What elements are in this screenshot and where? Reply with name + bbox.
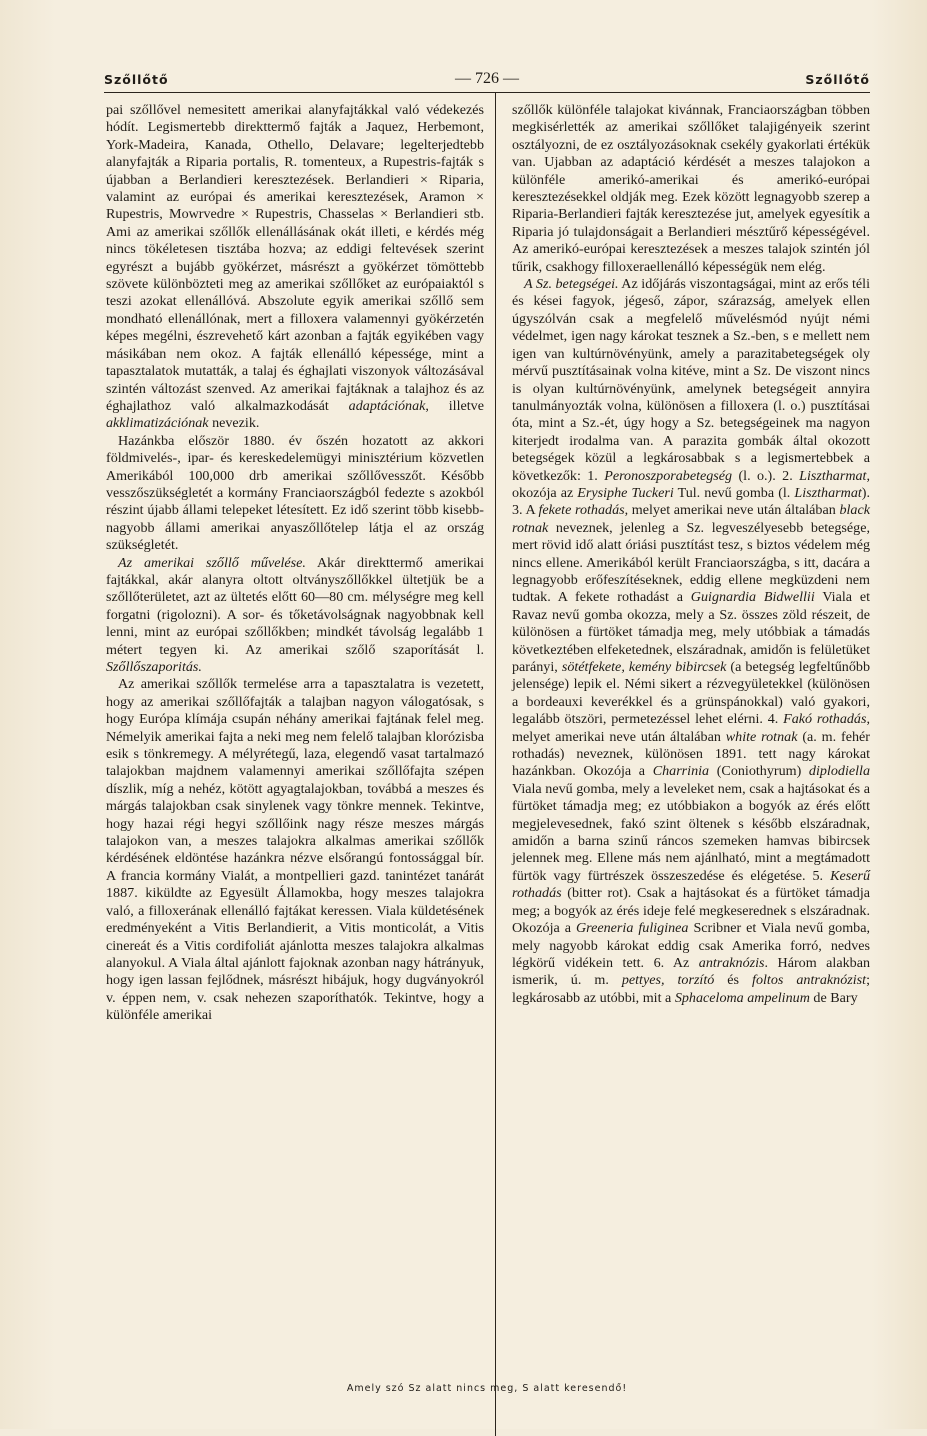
footer-note: Amely szó Sz alatt nincs meg, S alatt keresendő! [346, 1383, 628, 1394]
text-run: , melyet amerikai neve után általában [512, 711, 870, 745]
text-run: pai szőllővel nemesitett amerikai alanyfajtákkal való védekezés hódít. Legismertebb direkttermő fajták a Jaquez, Herbemont, York-Madeira, Kanada, Othello, Delavare; legelterjedtebb alanyfajták a Riparia portalis, R. tomenteux, a Rupestris-fajták s újabban a Berlandieri keresztezések. Berlandieri × Riparia, valamint az európai és amerikai keresztezések, Aramon × Rupestris, Mowrvedre × Rupestris, Chasselas × Berlandieri stb. Ami az amerikai szőllők ellenállásának okát illeti, e kérdés még nincs tökéletesen tisztába hozva; az eddigi feltevések szerint egyrészt a bujább gyökérzet, másrészt a gyökérzet tömöttebb szövete különbözteti meg az amerikai szőllőket az európaiaktól s teszi azokat ellenállóvá. Abszolute egyik amerikai szőllő sem mondható ellenállónak, mert a filloxera valamennyi gyökérzetén képes megélni, észrevehető kárt azonban a fajták egyikében vagy másikában nem okoz. A fajták ellenálló képessége, mint a tapasztalatok mutatták, a talaj és éghajlati viszonyok változásával szintén változást szenved. Az amerikai fajtáknak a talajhoz és az éghajlathoz való alkalmazkodását [106, 102, 484, 414]
italic-term: fekete rothadás [538, 502, 625, 519]
paragraph [512, 276, 870, 1007]
text-run: Az amerikai szőllők termelése arra a tapasztalatra is vezetett, hogy az amerikai szőllőfajták a talajban nagyon válogatósak, s hogy Európa klímája csupán néhány amerikai fajtának felel meg. Némelyik amerikai fajta a neki meg nem felelő talajban klorózisba esik s tönkremegy. A mélyrétegű, laza, elegendő vasat tartalmazó talajokban majdnem valamennyi amerikai szőllőfajta szépen díszlik, míg a nehéz, kötött agyagtalajokban, továbbá a meszes és márgás talajokban csak sinylenek vagy tönkre mennek. Tekintve, hogy hazai régi hegyi szőllőink nagy része meszes márgás talajokon van, a meszes talajokra alkalmas amerikai szőllők kérdésének eldöntése hazánkra nézve elsőrangú fontossággal bír. A francia kormány Vialát, a montpellieri gazd. tanintézet tanárát 1887. kiküldte az Egyesült Államokba, hogy meszes talajokra való, a filloxerának ellenálló fajtákat keressen. Viala küldetésének eredményeként a Vitis Berlandierit, a Vitis monticolát, a Vitis cinereát és a Vitis cordifoliát ajánlotta meszes talajokra alkalmas alanyokul. A Viala által ajánlott fajoknak azonban nagy hátrányuk, hogy igen lassan fejlődnek, másrészt hibájuk, hogy dugványokról v. éppen nem, v. csak nehezen szaporíthatók. Tekintve, hogy a különféle amerikai [106, 676, 484, 1024]
text-run: (l. o.). 2. [732, 467, 800, 484]
italic-term: Sphaceloma ampelinum [674, 989, 810, 1006]
italic-term: Guignardia Bidwellii [690, 589, 815, 606]
text-run: szőllők különféle talajokat kivánnak, Franciaországban többen megkisérlették az amerikai szőllőket talajigényeik szerint osztályozni, de ez osztályozásoknak csekély gyakorlati értékük van. Ujabban az adaptáció kérdését a meszes talajokon a különféle amerikó-amerikai és amerikó-európai keresztezésekkel oldják meg. Ezek között legnagyobb szerep a Riparia-Berlandieri fajták keresztezése jut, amelyek egyesítik a Riparia jó tulajdonságait a Berlandieri mésztűrő képességével. Az amerikó-európai keresztezések a meszes talajok szintén jól tűrik, csakhogy filloxeraellenálló képességük nem elég. [512, 102, 870, 275]
italic-term: antraknózis [698, 954, 765, 971]
text-run: Akár direkttermő amerikai fajtákkal, akár alanyra oltott oltványszőllőkkel ültetjük be a szőllőterületet, azt az ültetés előtt 60—80 cm. mélységre meg kell forgatni (rigolozni). A sor- és tőketávolságnak nagyobbnak kell lenni, mint az európai szőllőkben; mindkét távolság legalább 1 métert tegyen ki. Az amerikai szőlő szaporítását l. [106, 554, 484, 658]
text-run: és [714, 972, 753, 989]
italic-term: diplodiella [808, 763, 870, 780]
italic-term: Az amerikai szőllő művelése. [118, 554, 306, 571]
text-run: Tul. nevű gomba (l. [673, 484, 795, 501]
text-run: nevezik. [208, 415, 260, 432]
text-run: , illetve [425, 397, 484, 414]
text-run: (bitter rot). Csak a hajtásokat és a fürtöket támadja meg; a bogyók az érés ideje felé megkeserednek s elszáradnak. Okozója a [512, 885, 870, 937]
italic-term: white rotnak [725, 728, 798, 745]
text-run: Scribner et Viala nevű gomba, mely nagyobb károkat eddig csak Amerika forró, nedves légkörű vidékein tett. 6. Az [512, 920, 870, 971]
italic-term: black rotnak [512, 502, 870, 536]
text-run: , okozója az [512, 467, 870, 501]
paragraph [106, 102, 484, 433]
header-left-title: Szőllőtő [104, 72, 169, 87]
paragraph [106, 433, 484, 555]
column-divider [495, 92, 496, 1436]
italic-term: sötétfekete, kemény bibircsek [561, 659, 727, 675]
italic-term: A Sz. betegségei. [524, 276, 619, 293]
italic-term: foltos antraknózist [752, 972, 867, 989]
text-run: ). 3. A [512, 484, 870, 519]
right-column [512, 102, 870, 1007]
text-run: . Három alakban ismerik, ú. m. [512, 954, 871, 989]
italic-term: Lisztharmat [799, 467, 867, 484]
text-run: (a. m. fehér rothadás) neveznek, különösen 1891. tett nagy károkat hazánkban. Okozója a [512, 728, 870, 780]
italic-term: Peronoszporabetegség [604, 467, 733, 484]
italic-term: akklimatizációnak [106, 415, 209, 432]
text-run: de Bary [809, 989, 858, 1006]
italic-term: Szőllőszaporitás. [106, 659, 202, 675]
italic-term: Charrinia [652, 763, 710, 780]
header-right-title: Szőllőtő [805, 72, 870, 87]
text-run: Viala et Ravaz nevű gomba okozza, mely a Sz. összes zöld részeit, de különösen a fürtöket támadja meg, mely utóbbiak a támadás következtében elfeketednek, elszáradnak, amidőn is felületüket parányi, [512, 589, 870, 675]
text-run: Viala nevű gomba, mely a leveleket nem, csak a hajtásokat és a fürtöket támadja meg; ez utóbbiakon a bogyók az érés előtt megjelevesednek, fakó szint öltenek s később elszáradnak, amidőn a barna szinű ráncos szemeken hamvas bibircsek jelennek meg. Ellene más nem ajánlható, mint a megtámadott fürtök vagy fürtrészek összeszedése és elégetése. 5. [512, 780, 870, 884]
italic-term: Fakó rothadás [783, 711, 867, 728]
italic-term: Erysiphe Tuckeri [577, 484, 674, 501]
paragraph [106, 676, 484, 1024]
header-rule [104, 92, 870, 93]
paragraph [106, 555, 484, 677]
page-number: — 726 — [455, 70, 519, 87]
text-run: ; legkárosabb az utóbbi, mit a [512, 972, 870, 1006]
running-header [104, 70, 870, 90]
text-run: Az időjárás viszontagságai, mint az erős téli és kései fagyok, jégeső, zápor, szárazság, amelyek ellen úgyszólván csak a megfelelő művelésmód nyújt némi védelmet, igen nagy károkat tesznek a Sz.-ben, s e mellett nem igen van kultúrnövényünk, amely a parazitabetegségek oly mérvű pusztításainak volna kitéve, mint a Sz. De viszont nincs is olyan kultúrnövényünk, amelynek betegségeit annyira tanulmányozták volna, különösen a filloxera (l. o.) pusztításai óta, mint a Sz.-ét, úgy hogy a Sz. betegségeinek ma nagyon kiterjedt irodalma van. A parazita gombák által okozott betegségek közül a legkárosabbak s a legismertebbek a következők: 1. [512, 276, 871, 484]
italic-term: Greeneria fuliginea [575, 920, 689, 937]
italic-term: adaptációnak [348, 397, 426, 414]
italic-term: Keserű rothadás [512, 867, 870, 902]
text-run: neveznek, jelenleg a Sz. legveszélyesebb betegsége, mert rövid idő alatt óriási pusztítást tesz, s biztos védelem még nincs ellene. Amerikából került Franciaországba, s itt, dacára a legnagyobb erőfeszítéseknek, eddig ellene megküzdeni nem tudtak. A fekete rothadást a [512, 519, 870, 606]
text-run: (Coniothyrum) [709, 763, 809, 780]
text-run: (a betegség legfeltűnőbb jelensége) lepik el. Némi sikert a rézvegyületekkel (különösen a bordeauxi keverékkel és a grünspánokkal) való gyakori, legalább ötszöri, permetezéssel lehet elérni. 4. [512, 659, 870, 728]
text-run: Hazánkba először 1880. év őszén hozatott az akkori földmivelés-, ipar- és kereskedelemügyi minisztérium közvetlen Amerikából 100,000 drb amerikai szőllővesszőt. Később vesszőszükségletét a kormány Franciaországból fedezte s azokból részint újabb állami telepeket létesített. Ez idő szerint több kisebb-nagyobb állami amerikai anyaszőllőtelep látja el az ország szükségletét. [106, 432, 484, 554]
text-run: , melyet amerikai neve után általában [624, 502, 840, 519]
italic-term: pettyes, torzító [621, 972, 715, 989]
italic-term: Lisztharmat [794, 484, 862, 501]
left-column [106, 102, 484, 1025]
paragraph [512, 102, 870, 276]
